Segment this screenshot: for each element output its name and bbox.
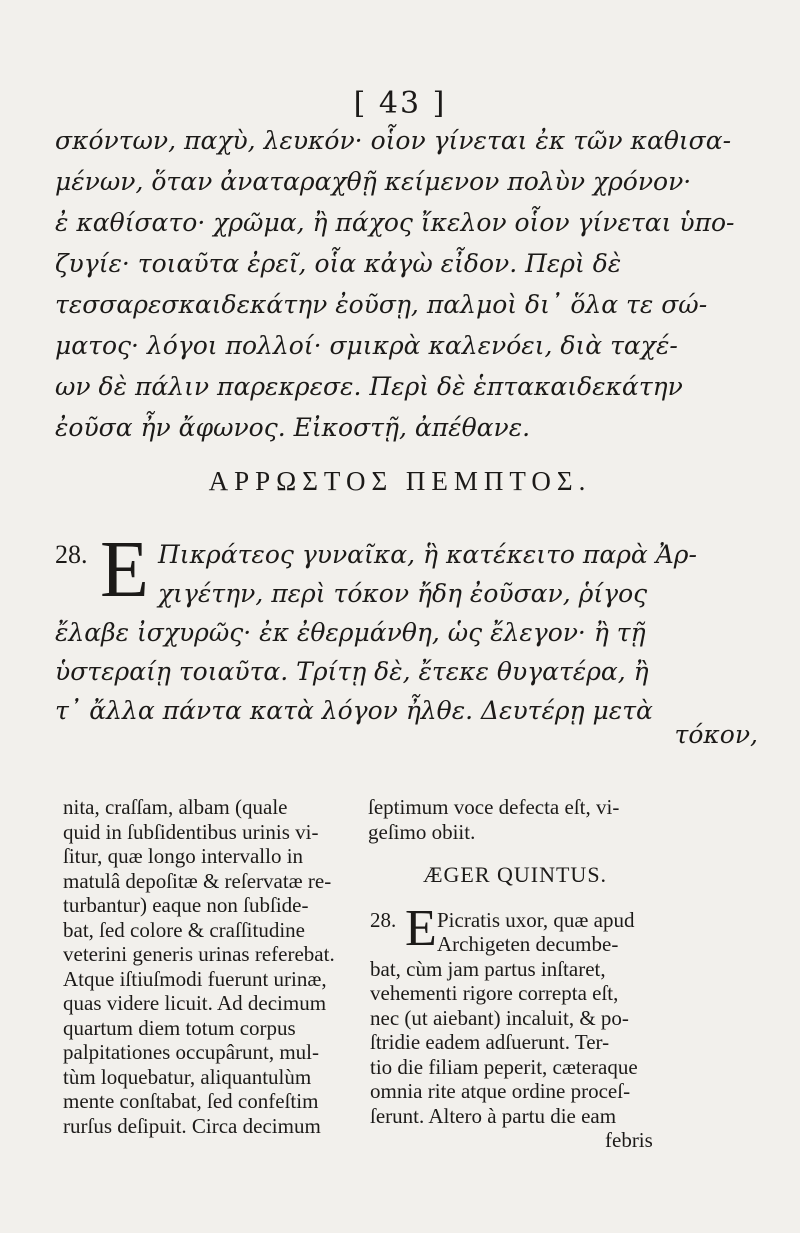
latin-line: ſtridie eadem adſuerunt. Ter- <box>370 1030 610 1054</box>
greek-line: ματος· λόγοι πολλοί· σμικρὰ καλενόει, διὰ ταχέ- <box>55 331 678 360</box>
latin-line: omnia rite atque ordine proceſ- <box>370 1079 631 1103</box>
latin-paragraph-number: 28. <box>370 908 397 932</box>
greek-para-line: ὑστεραίῃ τοιαῦτα. Τρίτῃ δὲ, ἔτεκε θυγατέρα, ἢ <box>55 657 649 686</box>
greek-line: ἐ καθίσατο· χρῶμα, ἢ πάχος ἴκελον οἷον γίνεται ὑπο- <box>55 208 735 237</box>
latin-line: geſimo obiit. <box>368 819 476 844</box>
latin-line: tio die filiam peperit, cæteraque <box>370 1055 638 1079</box>
latin-section-heading: ÆGER QUINTUS. <box>422 862 608 887</box>
latin-line: tùm loquebatur, aliquantulùm <box>63 1064 312 1089</box>
latin-line: Atque iſtiuſmodi fuerunt urinæ, <box>63 966 327 991</box>
page-number: [ 43 ] <box>353 86 447 121</box>
latin-line: quas videre licuit. Ad decimum <box>63 991 327 1015</box>
greek-line: τεσσαρεσκαιδεκάτην ἐοῦσῃ, παλμοὶ δι᾽ ὅλα τε σώ- <box>55 290 708 319</box>
latin-line: matulâ depoſitæ & reſervatæ re- <box>63 868 332 893</box>
latin-left-column <box>63 795 358 1138</box>
latin-line: bat, ſed colore & craſſitudine <box>63 917 305 942</box>
latin-line: ſeptimum voce defecta eſt, vi- <box>368 795 620 819</box>
latin-line: quid in ſubſidentibus urinis vi- <box>63 819 319 844</box>
greek-line: ων δὲ πάλιν παρεκρεσε. Περὶ δὲ ἑπτακαιδεκάτην <box>55 372 683 401</box>
latin-line: turbantur) eaque non ſubſide- <box>63 893 309 917</box>
greek-line: ἐοῦσα ἦν ἄφωνος. Εἰκοστῇ, ἀπέθανε. <box>55 413 531 442</box>
latin-line: Picratis uxor, quæ apud <box>437 908 635 932</box>
greek-paragraph-number: 28. <box>55 540 88 569</box>
latin-line: ſerunt. Altero à partu die eam <box>370 1104 617 1128</box>
latin-line: Archigeten decumbe- <box>437 932 619 956</box>
latin-line: ſitur, quæ longo intervallo in <box>63 844 304 868</box>
latin-line: quartum diem totum corpus <box>63 1015 296 1040</box>
latin-line: bat, cùm jam partus inſtaret, <box>370 957 606 981</box>
greek-section-heading: ΑΡΡΩΣΤΟΣ ΠΕΜΠΤΟΣ. <box>208 466 592 496</box>
latin-drop-capital: E <box>405 900 437 957</box>
latin-line: palpitationes occupârunt, mul- <box>63 1040 320 1064</box>
greek-para-line: Πικράτεος γυναῖκα, ἣ κατέκειτο παρὰ Ἀρ- <box>158 540 697 569</box>
latin-line: nita, craſſam, albam (quale <box>63 795 288 819</box>
latin-line: nec (ut aiebant) incaluit, & po- <box>370 1006 629 1030</box>
greek-para-line: τ᾽ ἄλλα πάντα κατὰ λόγον ἦλθε. Δευτέρῃ μετὰ <box>55 696 653 725</box>
latin-line: vehementi rigore correpta eſt, <box>370 981 619 1005</box>
greek-para-line: ἔλαβε ἰσχυρῶς· ἐκ ἐθερμάνθη, ὡς ἔλεγον· ἢ τῇ <box>55 618 646 647</box>
latin-line: rurſus deſipuit. Circa decimum <box>63 1113 321 1138</box>
latin-catchword: febris <box>605 1128 653 1152</box>
latin-line: mente conſtabat, ſed confeſtim <box>63 1089 319 1113</box>
greek-line: μένων, ὅταν ἀναταραχθῇ κείμενον πολὺν χρόνον· <box>55 167 692 196</box>
latin-right-column-top <box>368 795 658 844</box>
catchword: τόκον, <box>674 720 758 749</box>
latin-line: veterini generis urinas referebat. <box>63 942 335 966</box>
greek-text-block-top <box>55 120 755 448</box>
greek-para-line: χιγέτην, περὶ τόκον ἤδη ἐοῦσαν, ῥίγος <box>158 579 648 608</box>
greek-line: ζυγίε· τοιαῦτα ἐρεῖ, οἷα κἀγὼ εἶδον. Περὶ δὲ <box>55 249 622 278</box>
greek-line: σκόντων, παχὺ, λευκόν· οἷον γίνεται ἐκ τῶν καθισα- <box>55 126 732 155</box>
greek-drop-capital: E <box>100 526 149 614</box>
